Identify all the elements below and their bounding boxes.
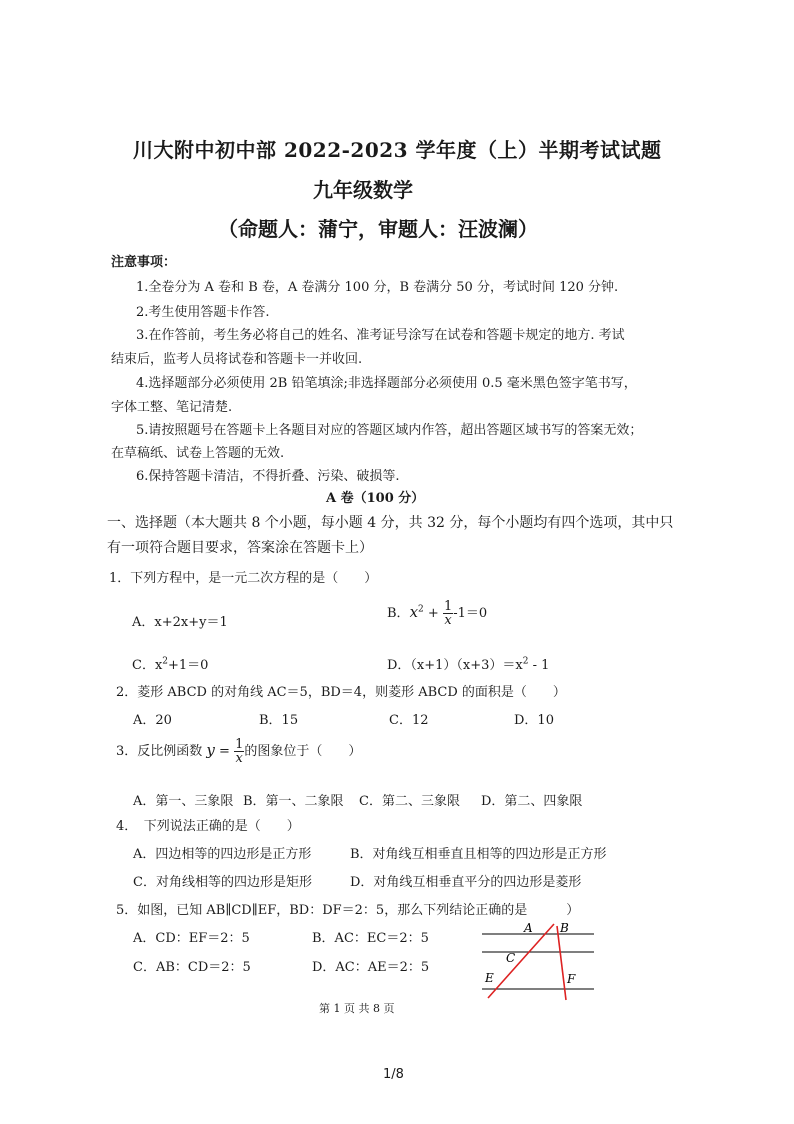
page-footer: 第 1 页 共 8 页 <box>319 1002 395 1015</box>
q1-option-d: D．$(x+1)(x+3)=x^2 - 1$ <box>387 656 550 673</box>
q4-option-b: B．对角线互相垂直且相等的四边形是正方形 <box>350 847 607 862</box>
q1-option-c: C．$x^2+1=0$ <box>132 656 209 673</box>
exam-authors: （命题人：蒲宁，审题人：汪波澜） <box>218 217 538 241</box>
section-a-heading: A 卷（100 分） <box>326 491 425 506</box>
note-line: 5.请按照题号在答题卡上各题目对应的答题区域内作答，超出答题区域书写的答案无效； <box>136 423 643 438</box>
note-line: 2.考生使用答题卡作答. <box>136 305 270 320</box>
section1-instructions-cont: 有一项符合题目要求，答案涂在答题卡上） <box>107 540 373 556</box>
note-line: 6.保持答题卡清洁，不得折叠、污染、破损等. <box>136 469 400 484</box>
q3-option-a: A．第一、三象限 <box>133 794 234 809</box>
label-f: F <box>567 972 576 986</box>
label-b: B <box>560 921 569 935</box>
exam-subtitle: 九年级数学 <box>313 178 413 202</box>
note-line: 字体工整、笔记清楚. <box>111 400 233 415</box>
question-5-stem: 5．如图，已知 AB∥CD∥EF，BD：DF＝2：5，那么下列结论正确的是 ） <box>116 903 580 918</box>
note-line: 3.在作答前，考生务必将自己的姓名、准考证号涂写在试卷和答题卡规定的地方. 考试 <box>136 328 625 343</box>
q3-option-d: D．第二、四象限 <box>481 794 583 809</box>
note-line: 4.选择题部分必须使用 2B 铅笔填涂;非选择题部分必须使用 0.5 毫米黑色签字笔书写， <box>136 376 637 391</box>
q2-option-c: C．12 <box>389 713 429 728</box>
transversal-ae <box>488 924 554 998</box>
q5-option-b: B．AC：EC＝2：5 <box>312 931 429 946</box>
page-indicator: 1/8 <box>383 1067 404 1082</box>
question-3-stem: 3．反比例函数 y = $\frac{1}{x}$ 的图象位于（ ） <box>116 737 362 766</box>
notes-heading: 注意事项： <box>111 255 177 270</box>
q4-option-d: D．对角线互相垂直平分的四边形是菱形 <box>350 875 582 890</box>
q3-option-c: C．第二、三象限 <box>359 794 460 809</box>
q5-parallel-lines-figure <box>474 918 604 1003</box>
note-line: 1.全卷分为 A 卷和 B 卷，A 卷满分 100 分，B 卷满分 50 分，考试时间 120 分钟. <box>136 280 619 295</box>
label-a: A <box>524 921 533 935</box>
question-1-stem: 1．下列方程中，是一元二次方程的是（ ） <box>109 571 378 586</box>
q2-option-a: A．20 <box>133 713 172 728</box>
note-line: 在草稿纸、试卷上答题的无效. <box>111 446 285 461</box>
q5-option-c: C．AB：CD＝2：5 <box>133 960 251 975</box>
q1-option-a: A．x+2x+y＝1 <box>132 615 228 630</box>
question-2-stem: 2．菱形 ABCD 的对角线 AC＝5，BD＝4，则菱形 ABCD 的面积是（ ） <box>116 685 566 700</box>
q2-option-b: B．15 <box>259 713 299 728</box>
fraction: $\frac{1}{x}$ <box>235 737 244 766</box>
q2-option-d: D．10 <box>514 713 554 728</box>
section1-instructions: 一、选择题（本大题共 8 个小题，每小题 4 分，共 32 分，每个小题均有四个选项，其中只 <box>107 515 674 531</box>
q5-option-d: D．AC：AE＝2：5 <box>312 960 430 975</box>
q5-option-a: A．CD：EF＝2：5 <box>133 931 250 946</box>
label-e: E <box>485 971 494 985</box>
fraction: $\frac{1}{x}$ <box>443 599 453 628</box>
q4-option-c: C．对角线相等的四边形是矩形 <box>133 875 312 890</box>
exam-title: 川大附中初中部 2022-2023 学年度（上）半期考试试题 <box>133 138 662 162</box>
q3-option-b: B．第一、二象限 <box>243 794 344 809</box>
label-c: C <box>506 951 516 965</box>
note-line: 结束后，监考人员将试卷和答题卡一并收回. <box>111 352 363 367</box>
q4-option-a: A．四边相等的四边形是正方形 <box>133 847 312 862</box>
question-4-stem: 4． 下列说法正确的是（ ） <box>116 819 300 834</box>
q1-option-b: B．$x^2$ + $\frac{1}{x}$ -1＝0 <box>387 599 488 628</box>
